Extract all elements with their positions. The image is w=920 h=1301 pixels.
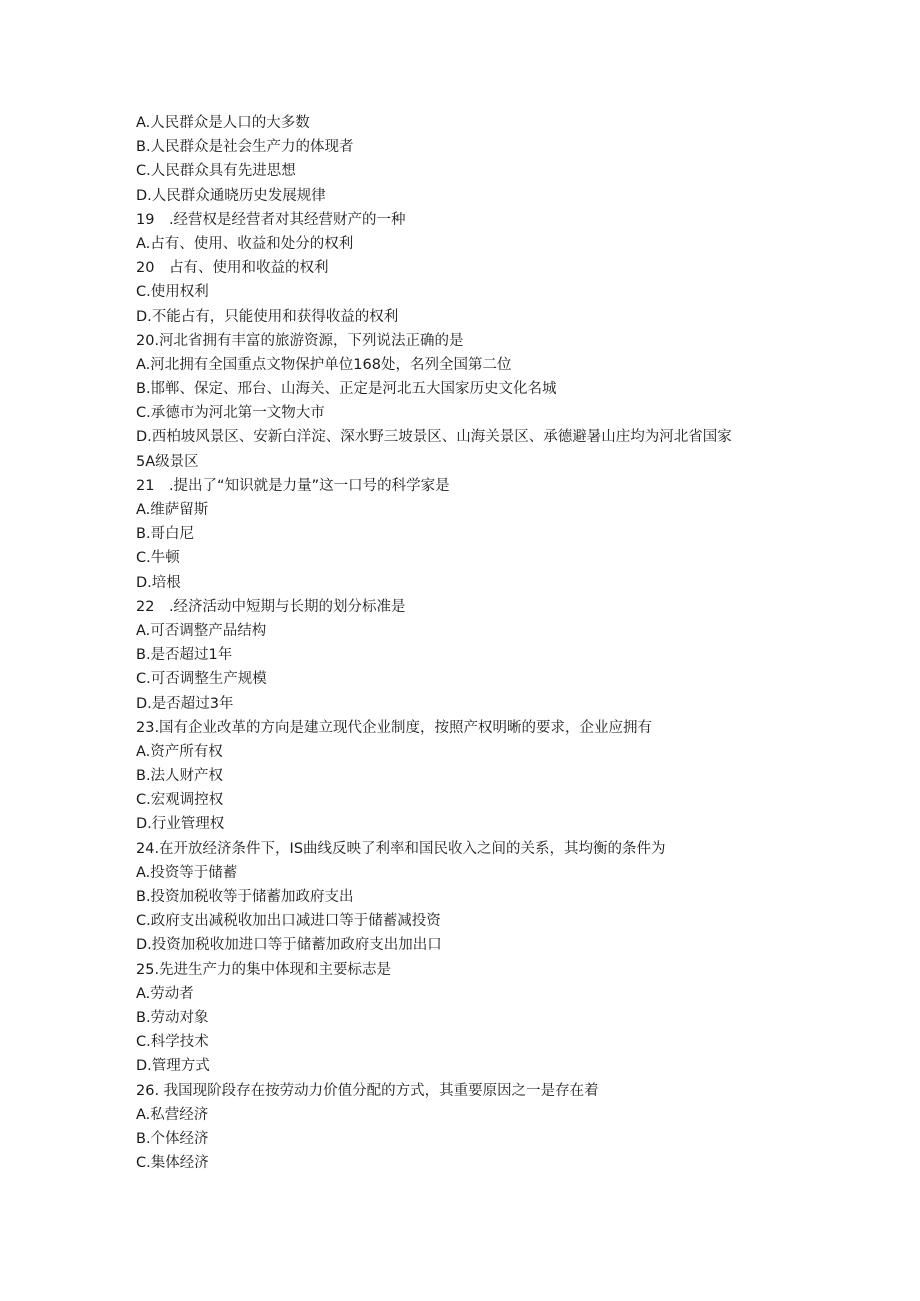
option-line: B.人民群众是社会生产力的体现者 <box>136 139 354 156</box>
option-line: D.西柏坡风景区、安新白洋淀、深水野三坡景区、山海关景区、承德避暑山庄均为河北省国家 <box>136 429 732 446</box>
option-line: C.科学技术 <box>136 1034 209 1051</box>
question-line: 22 .经济活动中短期与长期的划分标准是 <box>136 598 406 615</box>
option-line: B.邯郸、保定、邢台、山海关、正定是河北五大国家历史文化名城 <box>136 381 557 398</box>
option-line: A.资产所有权 <box>136 743 223 760</box>
question-line: 21 .提出了“知识就是力量”这一口号的科学家是 <box>136 477 450 494</box>
option-line: C.宏观调控权 <box>136 792 224 809</box>
option-line: B.哥白尼 <box>136 526 195 543</box>
option-line: C.政府支出减税收加出口减进口等于储蓄减投资 <box>136 913 441 930</box>
option-line: B.是否超过1年 <box>136 647 233 664</box>
option-line: A.河北拥有全国重点文物保护单位168处，名列全国第二位 <box>136 356 512 373</box>
option-line: C.使用权利 <box>136 284 209 301</box>
option-line: D.人民群众通晓历史发展规律 <box>136 187 326 204</box>
option-line: D.不能占有，只能使用和获得收益的权利 <box>136 308 399 325</box>
option-line: A.私营经济 <box>136 1106 209 1123</box>
option-line: A.劳动者 <box>136 985 194 1002</box>
option-line: D.培根 <box>136 574 181 591</box>
option-line: B.劳动对象 <box>136 1009 209 1026</box>
option-line: D.管理方式 <box>136 1058 210 1075</box>
option-line: C.可否调整生产规模 <box>136 671 267 688</box>
option-line: B.投资加税收等于储蓄加政府支出 <box>136 889 354 905</box>
option-line: C.牛顿 <box>136 550 180 567</box>
option-line: A.人民群众是人口的大多数 <box>136 115 310 131</box>
question-line: 25.先进生产力的集中体现和主要标志是 <box>136 961 392 978</box>
option-line: D.投资加税收加进口等于储蓄加政府支出加出口 <box>136 937 442 954</box>
option-line: D.是否超过3年 <box>136 695 234 712</box>
question-line: 26. 我国现阶段存在按劳动力价值分配的方式，其重要原因之一是存在着 <box>136 1082 599 1099</box>
question-line: 20.河北省拥有丰富的旅游资源，下列说法正确的是 <box>136 332 464 349</box>
question-text-body <box>136 111 796 1175</box>
option-line: A.可否调整产品结构 <box>136 622 267 639</box>
option-line: A.投资等于储蓄 <box>136 864 238 881</box>
option-line: B.个体经济 <box>136 1130 209 1147</box>
option-line: C.承德市为河北第一文物大市 <box>136 405 325 422</box>
question-line: 23.国有企业改革的方向是建立现代企业制度，按照产权明晰的要求，企业应拥有 <box>136 719 653 736</box>
option-line: B.法人财产权 <box>136 768 224 785</box>
question-line: 24.在开放经济条件下，IS曲线反映了利率和国民收入之间的关系，其均衡的条件为 <box>136 840 666 857</box>
option-line: C.集体经济 <box>136 1155 209 1172</box>
option-line: D.行业管理权 <box>136 816 225 833</box>
option-line: A.维萨留斯 <box>136 502 209 518</box>
option-line: A.占有、使用、收益和处分的权利 <box>136 235 354 252</box>
question-line: 19 .经营权是经营者对其经营财产的一种 <box>136 211 406 228</box>
option-line-continued: 5A级景区 <box>136 453 199 470</box>
option-line: C.人民群众具有先进思想 <box>136 163 296 180</box>
option-line: 20 占有、使用和收益的权利 <box>136 260 329 277</box>
